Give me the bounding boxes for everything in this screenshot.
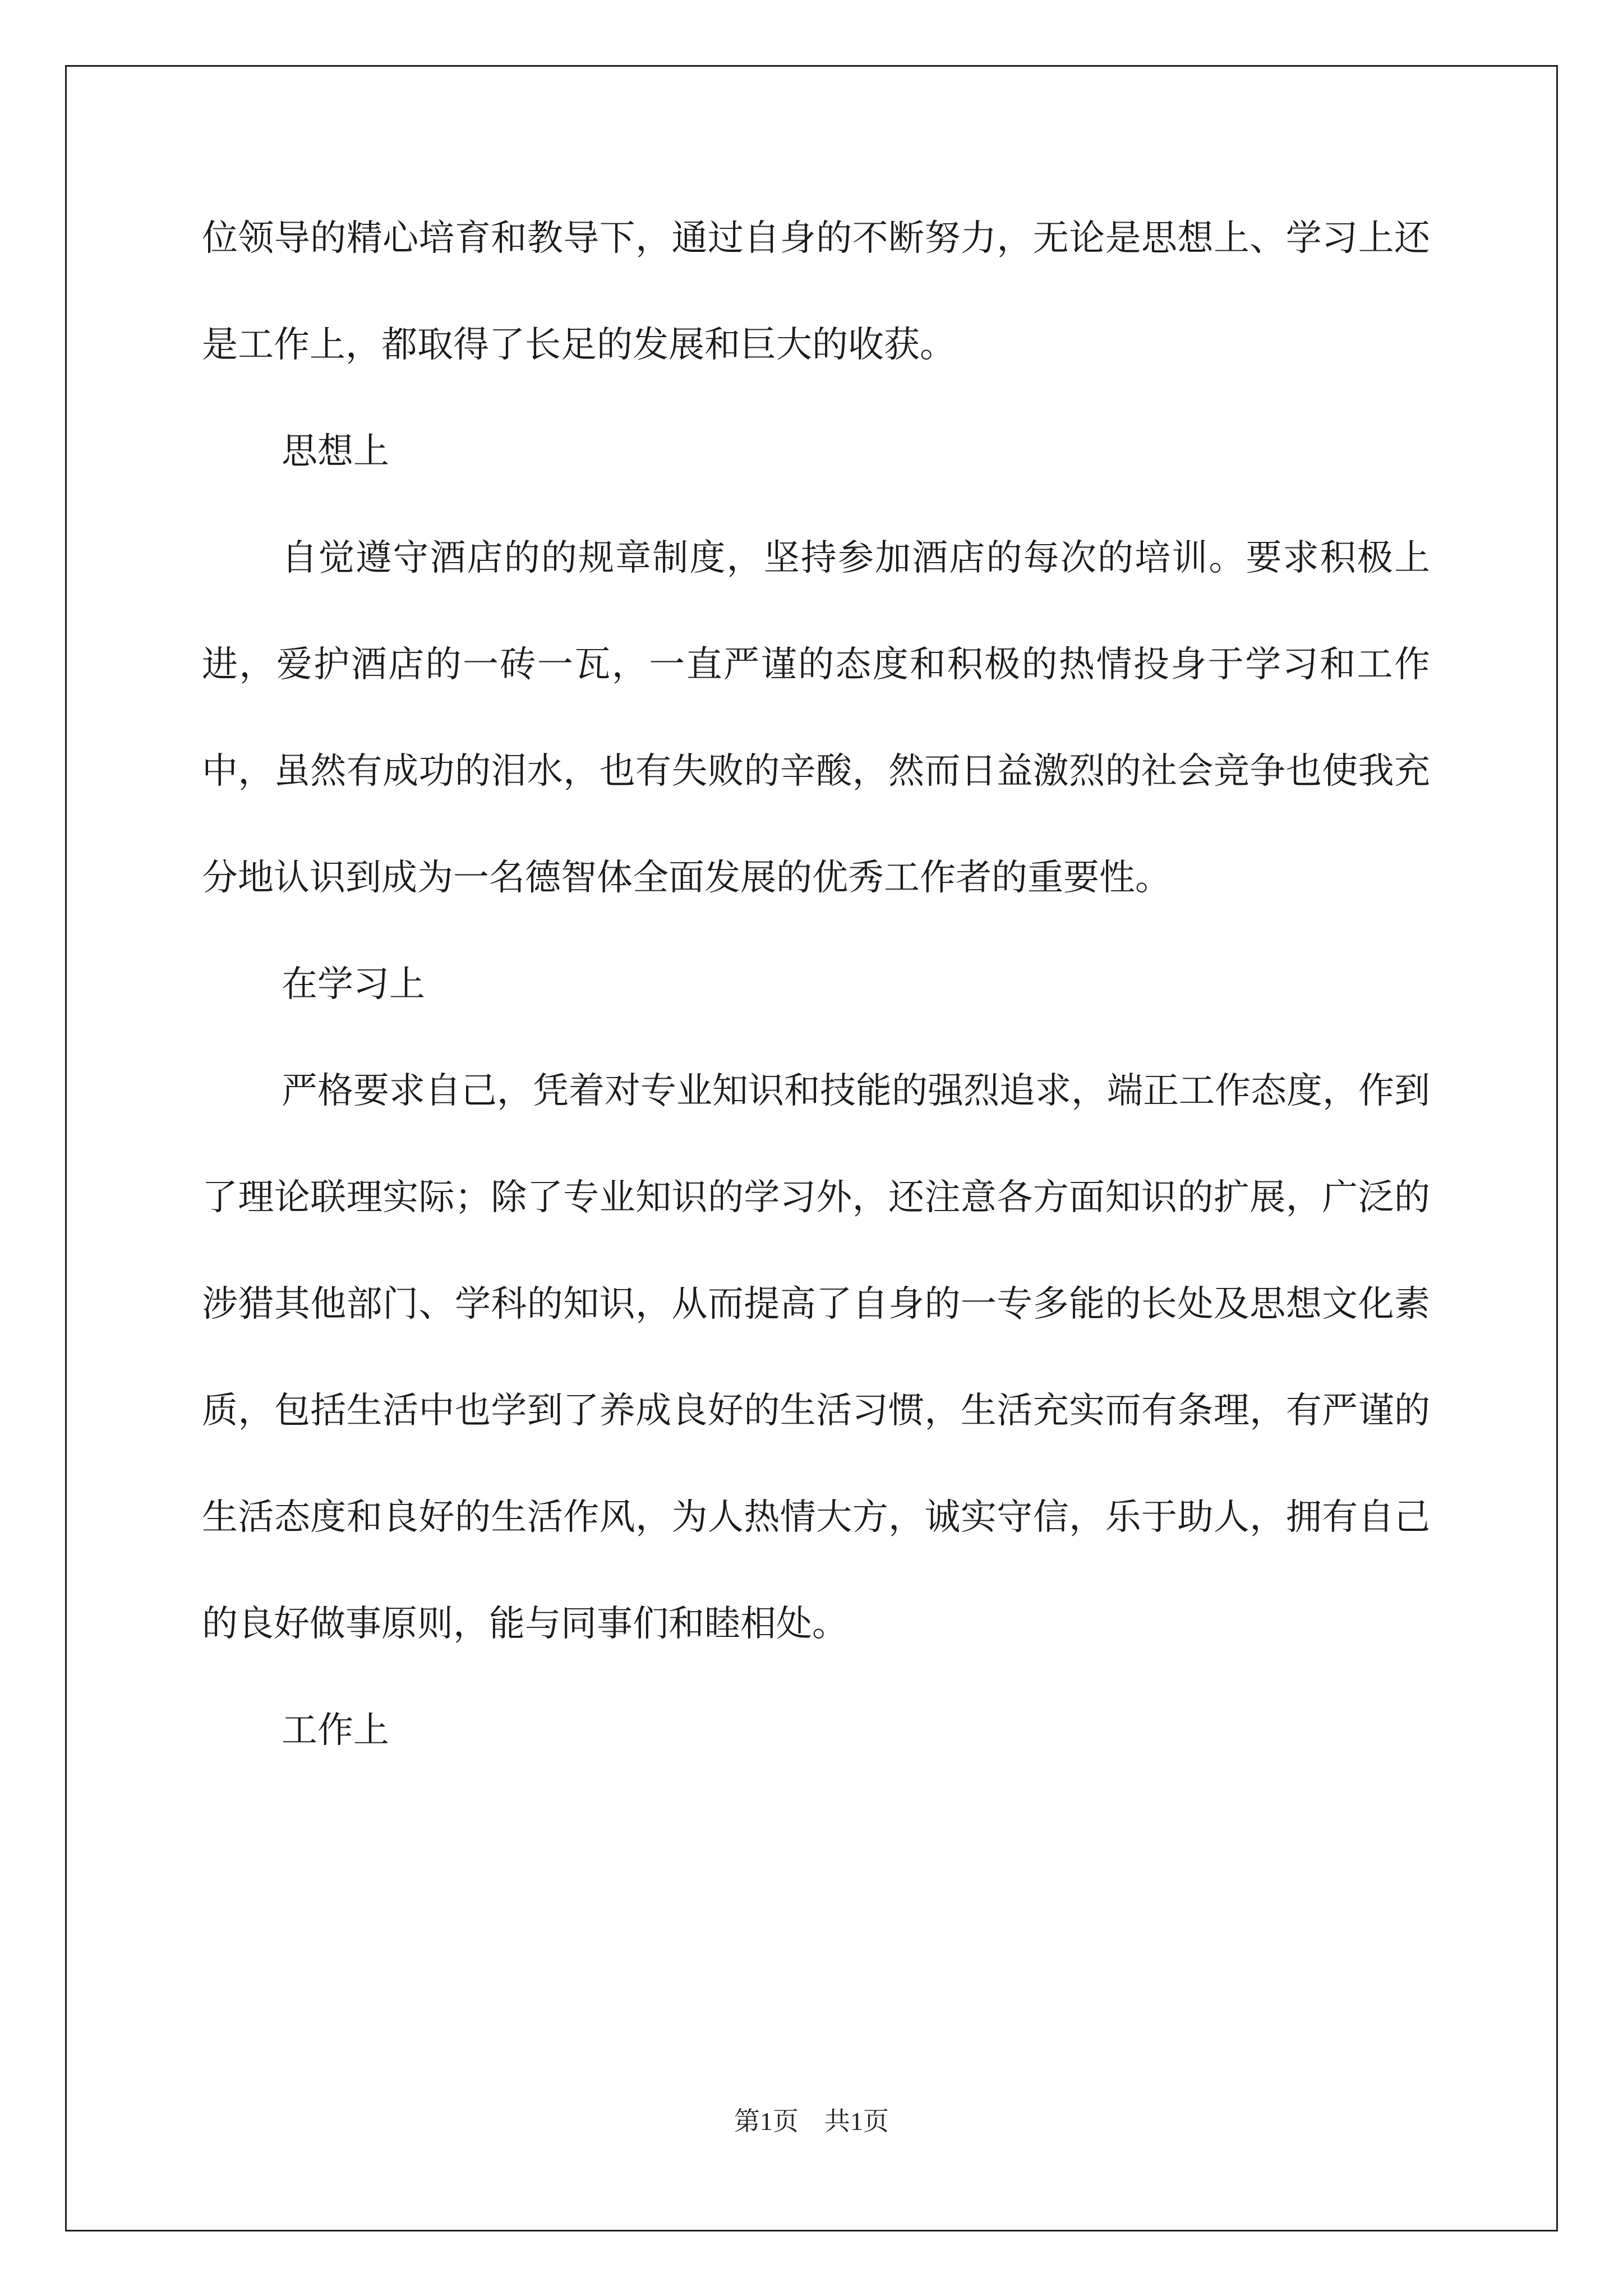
page-total: 共1页 [824, 2107, 889, 2136]
section-heading-study: 在学习上 [282, 964, 425, 1005]
section-heading-work: 工作上 [282, 1710, 389, 1751]
document-body [202, 185, 1430, 1784]
paragraph: 自觉遵守酒店的的规章制度，坚持参加酒店的每次的培训。要求积极上进，爱护酒店的一砖一瓦，一直严谨的态度和积极的热情投身于学习和工作中，虽然有成功的泪水，也有失败的辛酸，然而日益激烈的社会竞争也使我充分地认识到成为一名德智体全面发展的优秀工作者的重要性。 [202, 537, 1430, 899]
page-footer [0, 2101, 1623, 2138]
paragraph: 位领导的精心培育和教导下，通过自身的不断努力，无论是思想上、学习上还是工作上，都取得了长足的发展和巨大的收获。 [202, 218, 1430, 366]
paragraph: 严格要求自己，凭着对专业知识和技能的强烈追求，端正工作态度，作到了理论联理实际；除了专业知识的学习外，还注意各方面知识的扩展，广泛的涉猎其他部门、学科的知识，从而提高了自身的一专多能的长处及思想文化素质，包括生活中也学到了养成良好的生活习惯，生活充实而有条理，有严谨的生活态度和良好的生活作风，为人热情大方，诚实守信，乐于助人，拥有自己的良好做事原则，能与同事们和睦相处。 [202, 1070, 1430, 1645]
section-heading-thought: 思想上 [282, 431, 389, 472]
page-number: 第1页 [734, 2107, 799, 2136]
